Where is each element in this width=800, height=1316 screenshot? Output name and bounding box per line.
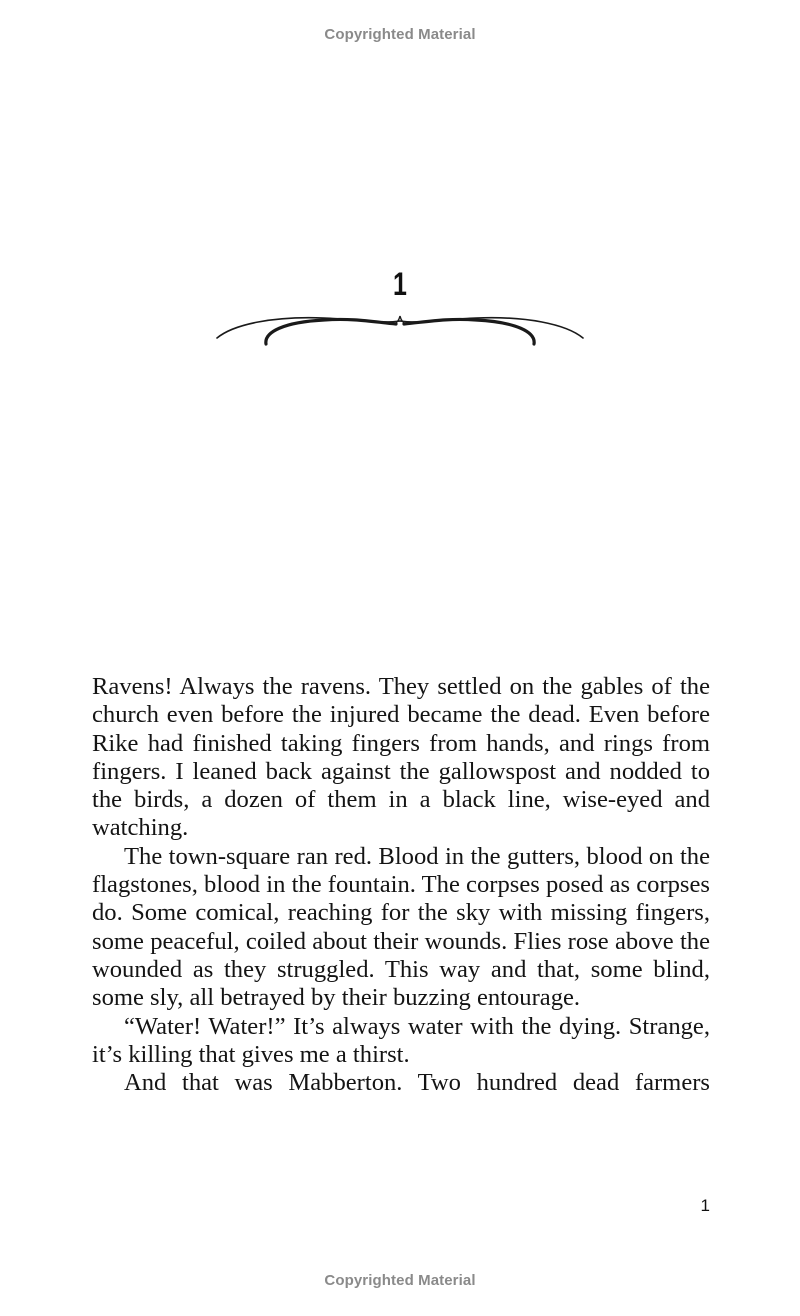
- chapter-body: [92, 673, 710, 1097]
- paragraph-1: Ravens! Always the ravens. They settled on the gables of the church even before the injured became the dead. Even before Rike had finished taking fingers from hands, and rings from fingers. I leaned back against the gallowspost and nodded to the birds, a dozen of them in a black line, wise-eyed and watching.: [92, 673, 710, 842]
- paragraph-4: And that was Mabberton. Two hundred dead farmers: [124, 1069, 710, 1097]
- paragraph-3: “Water! Water!” It’s always water with the dying. Strange, it’s killing that gives me a thirst.: [92, 1012, 710, 1068]
- page-number: 1: [700, 1196, 710, 1215]
- copyright-watermark-bottom: Copyrighted Material: [324, 1272, 476, 1289]
- flourish-divider-icon: [214, 310, 586, 350]
- chapter-number: 1: [393, 266, 407, 302]
- paragraph-2: The town-square ran red. Blood in the gutters, blood on the flagstones, blood in the fountain. The corpses posed as corpses do. Some comical, reaching for the sky with missing fingers, some peaceful, coiled about their wounds. Flies rose above the wounded as they struggled. This way and that, some blind, some sly, all betrayed by their buzzing entourage.: [92, 842, 710, 1012]
- copyright-watermark-top: Copyrighted Material: [324, 26, 476, 43]
